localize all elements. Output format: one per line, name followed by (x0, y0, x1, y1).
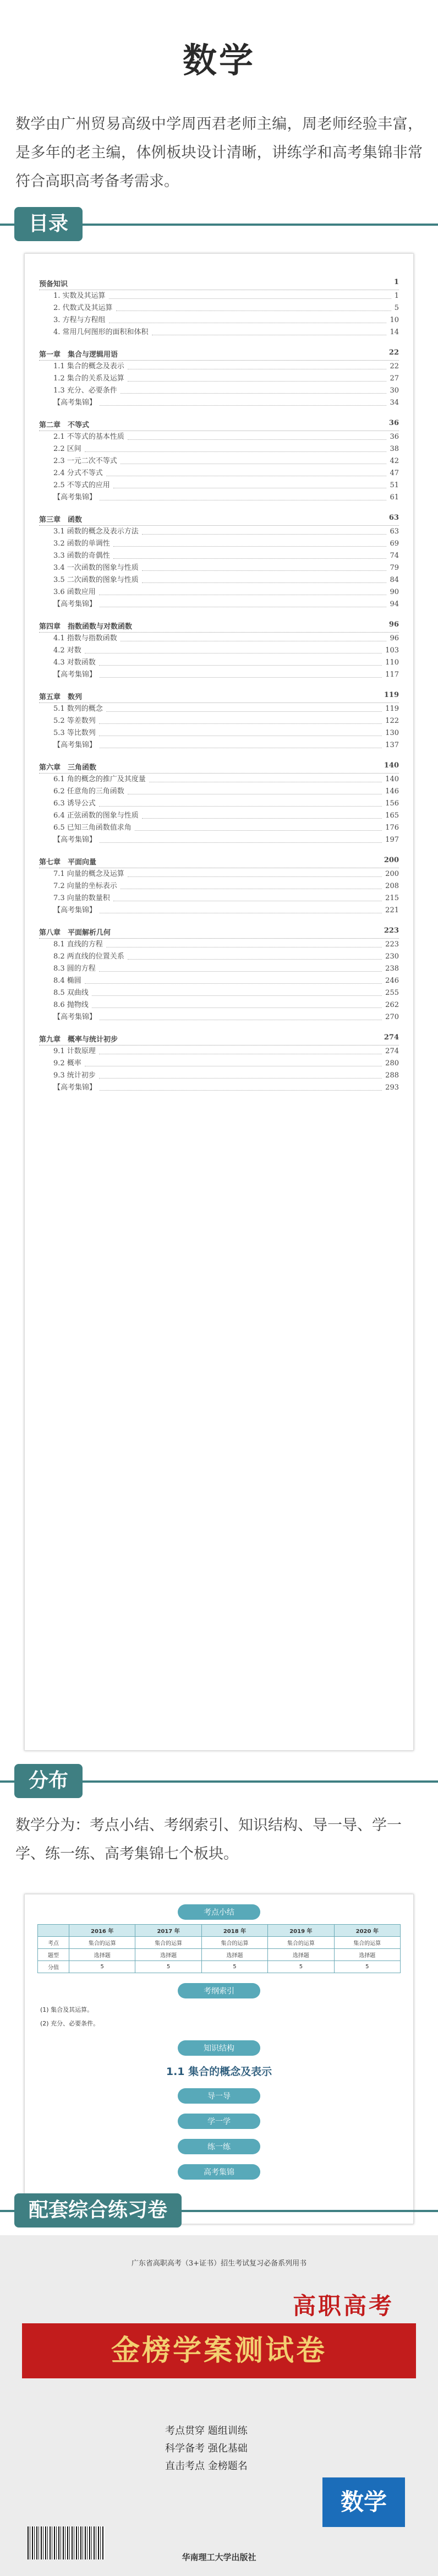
toc-dots (100, 739, 382, 748)
toc-item-label: 8.3 圆的方程 (53, 965, 96, 973)
toc-item-page: 176 (385, 824, 399, 832)
toc-dots (128, 373, 387, 382)
toc-item-page: 30 (390, 386, 399, 395)
table-cell: 集合的运算 (135, 1937, 201, 1949)
toc-item-page: 110 (385, 658, 399, 667)
table-cell: 5 (268, 1961, 334, 1973)
toc-item-page: 5 (394, 304, 399, 312)
toc-item-page: 293 (385, 1083, 399, 1092)
toc-section-label: 目录 (14, 207, 83, 241)
toc-dots (100, 669, 382, 678)
toc-item-page: 14 (390, 328, 399, 336)
toc-item[interactable] (39, 290, 399, 302)
toc-item-page: 79 (390, 564, 399, 572)
toc-item-page: 84 (390, 576, 399, 584)
toc-item-label: 4. 常用几何图形的面积和体积 (53, 328, 149, 336)
toc-dots (99, 1070, 382, 1079)
toc-item-label: 6.3 诱导公式 (53, 799, 96, 808)
toc-item[interactable] (39, 963, 399, 975)
toc-item-label: 4.1 指数与指数函数 (53, 634, 117, 642)
toc-item-label: 8.4 椭圆 (53, 977, 81, 985)
toc-dots (100, 905, 382, 913)
toc-item[interactable] (39, 999, 399, 1011)
toc-item[interactable] (39, 538, 399, 550)
toc-item[interactable] (39, 892, 399, 905)
toc-item-page: 274 (385, 1047, 399, 1055)
toc-item-label: 3.6 函数应用 (53, 588, 96, 596)
kaodian-heading: 考点小结 (178, 1904, 260, 1920)
toc-dots (152, 326, 387, 335)
toc-dots (142, 574, 387, 583)
toc-item-label: 7.3 向量的数量积 (53, 894, 110, 902)
table-cell: 集合的运算 (69, 1937, 135, 1949)
toc-dots (92, 999, 382, 1008)
toc-item[interactable] (39, 1058, 399, 1070)
toc-chapter[interactable] (39, 514, 399, 526)
toc-item-page: 223 (385, 940, 399, 949)
daoyidao-heading: 导一导 (178, 2088, 260, 2104)
toc-dots (99, 715, 382, 724)
toc-chapter[interactable] (39, 278, 399, 290)
table-cell: 题型 (38, 1949, 69, 1961)
toc-dots (109, 314, 387, 323)
toc-chapter-label: 第七章 平面向量 (39, 858, 97, 867)
toc-chapter[interactable] (39, 348, 399, 361)
toc-item-label: 6.1 角的概念的推广及其度量 (53, 775, 146, 783)
xueyixue-heading: 学一学 (178, 2114, 260, 2129)
toc-item-label: 2. 代数式及其运算 (53, 304, 113, 312)
toc-chapter[interactable] (39, 419, 399, 431)
toc-item-label: 1. 实数及其运算 (53, 292, 106, 300)
toc-dots (100, 1082, 382, 1091)
toc-item-label: 4.2 对数 (53, 646, 81, 655)
toc-item-label: 1.2 集合的关系及运算 (53, 374, 124, 383)
toc-item-page: 42 (390, 457, 399, 465)
table-cell: 选择题 (268, 1949, 334, 1961)
toc-item[interactable] (39, 703, 399, 715)
toc-dots (99, 586, 387, 595)
toc-item[interactable] (39, 951, 399, 963)
table-row (38, 1937, 401, 1949)
table-header: 2020 年 (334, 1925, 400, 1937)
toc-item[interactable] (39, 373, 399, 385)
toc-dots (142, 810, 382, 819)
toc-item-page: 137 (385, 741, 399, 749)
toc-dots (100, 834, 382, 843)
toc-item[interactable] (39, 1045, 399, 1058)
toc-item-label: 6.5 已知三角函数值求角 (53, 824, 132, 832)
toc-item-page: 61 (390, 493, 399, 502)
toc-item-page: 1 (394, 292, 399, 300)
toc-item-label: 8.2 两直线的位置关系 (53, 952, 124, 961)
toc-chapter-page: 63 (388, 514, 399, 522)
toc-item[interactable] (39, 715, 399, 727)
toc-chapter-page: 274 (384, 1033, 399, 1042)
toc-dots (100, 598, 386, 607)
toc-item-page: 156 (385, 799, 399, 808)
toc-item-label: 3.2 函数的单调性 (53, 540, 110, 548)
toc-dots (128, 431, 387, 440)
cover-title-band (22, 2323, 416, 2378)
toc-dots (100, 1011, 382, 1020)
toc-item-page: 200 (385, 870, 399, 878)
toc-item-label: 2.5 不等式的应用 (53, 481, 110, 489)
toc-item[interactable] (39, 1082, 399, 1094)
toc-item-page: 47 (390, 469, 399, 477)
table-row (38, 1949, 401, 1961)
toc-item-label: 【高考集锦】 (53, 399, 97, 407)
table-cell: 5 (69, 1961, 135, 1973)
table-header: 2016 年 (69, 1925, 135, 1937)
toc-item-page: 246 (385, 977, 399, 985)
toc-item-page: 130 (385, 729, 399, 737)
toc-dots (85, 975, 382, 984)
toc-dots (106, 939, 382, 947)
toc-item[interactable] (39, 810, 399, 822)
toc-item[interactable] (39, 526, 399, 538)
toc-chapter-page: 140 (384, 761, 399, 770)
book-cover (0, 2235, 438, 2576)
toc-dots (85, 1058, 382, 1066)
toc-item-label: 3.4 一次函数的图象与性质 (53, 564, 139, 572)
toc-item-label: 【高考集锦】 (53, 1083, 97, 1092)
toc-item-label: 【高考集锦】 (53, 600, 97, 608)
table-cell: 集合的运算 (201, 1937, 267, 1949)
toc-item-page: 34 (390, 399, 399, 407)
toc-item-label: 7.2 向量的坐标表示 (53, 882, 117, 890)
toc-item-label: 2.2 区间 (53, 445, 81, 453)
table-cell: 5 (201, 1961, 267, 1973)
table-cell: 选择题 (201, 1949, 267, 1961)
toc-item-page: 230 (385, 952, 399, 961)
cover-bullet: 科学备考 强化基础 (165, 2443, 248, 2454)
toc-item-label: 4.3 对数函数 (53, 658, 96, 667)
toc-dots (85, 645, 382, 653)
toc-item[interactable] (39, 939, 399, 951)
table-header: 2017 年 (135, 1925, 201, 1937)
toc-item-label: 【高考集锦】 (53, 836, 97, 844)
toc-item[interactable] (39, 443, 399, 455)
toc-chapter-label: 第六章 三角函数 (39, 764, 97, 772)
toc-item-page: 10 (390, 316, 399, 324)
toc-chapter-page: 36 (388, 419, 399, 427)
toc-chapter[interactable] (39, 761, 399, 774)
toc-item-page: 96 (390, 634, 399, 642)
toc-chapter-page: 22 (388, 348, 399, 357)
toc-item-page: 280 (385, 1059, 399, 1068)
toc-item-label: 【高考集锦】 (53, 671, 97, 679)
cover-subject: 数学 (322, 2477, 405, 2527)
table-header: 2018 年 (201, 1925, 267, 1937)
toc-item-label: 【高考集锦】 (53, 741, 97, 749)
cover-bullets (165, 2422, 248, 2475)
kaogang-line-1: (1) 集合及其运算。 (40, 2006, 94, 2013)
toc-item-label: 8.1 直线的方程 (53, 940, 103, 949)
sample-page (24, 1894, 414, 2224)
toc-item[interactable] (39, 455, 399, 467)
toc-item-label: 2.4 分式不等式 (53, 469, 103, 477)
cover-gaozhi: 高职高考 (292, 2292, 394, 2319)
toc-dots (121, 880, 382, 889)
toc-item-label: 3.3 函数的奇偶性 (53, 552, 110, 560)
toc-page (24, 253, 414, 1751)
table-cell: 5 (334, 1961, 400, 1973)
toc-item[interactable] (39, 467, 399, 480)
cover-bullet: 直击考点 金榜题名 (165, 2460, 248, 2472)
practice-section-label: 配套综合练习卷 (14, 2193, 182, 2228)
toc-item[interactable] (39, 302, 399, 314)
toc-item[interactable] (39, 633, 399, 645)
toc-item-page: 74 (390, 552, 399, 560)
toc-item[interactable] (39, 669, 399, 681)
toc-item-page: 146 (385, 787, 399, 796)
toc-dots (142, 562, 387, 571)
toc-dots (121, 455, 387, 464)
toc-item[interactable] (39, 326, 399, 339)
zhishi-heading: 知识结构 (178, 2040, 260, 2056)
toc-chapter[interactable] (39, 856, 399, 868)
toc-item-label: 9.3 统计初步 (53, 1071, 96, 1080)
toc-dots (92, 987, 382, 996)
toc-item-label: 2.3 一元二次不等式 (53, 457, 117, 465)
toc-chapter-label: 第三章 函数 (39, 516, 83, 524)
toc-chapter-label: 第九章 概率与统计初步 (39, 1036, 118, 1044)
toc-item[interactable] (39, 880, 399, 892)
toc-item-label: 1.3 充分、必要条件 (53, 386, 117, 395)
toc-item-label: 3. 方程与方程组 (53, 316, 106, 324)
toc-item[interactable] (39, 786, 399, 798)
toc-dots (99, 963, 382, 972)
cover-bullet: 考点贯穿 题组训练 (165, 2425, 248, 2437)
toc-chapter-label: 第四章 指数函数与对数函数 (39, 623, 133, 631)
toc-item-label: 8.6 抛物线 (53, 1001, 89, 1009)
fenbu-section-header (0, 1762, 438, 1800)
lesson-title: 1.1 集合的概念及表示 (166, 2066, 272, 2078)
toc-dots (121, 633, 387, 641)
table-cell: 5 (135, 1961, 201, 1973)
toc-item-label: 1.1 集合的概念及表示 (53, 362, 124, 371)
toc-item-label: 5.2 等差数列 (53, 717, 96, 725)
toc-item[interactable] (39, 480, 399, 492)
toc-item[interactable] (39, 550, 399, 562)
toc-item-label: 8.5 双曲线 (53, 989, 89, 997)
practice-section-header (0, 2191, 438, 2230)
toc-chapter-page: 200 (384, 856, 399, 864)
toc-item[interactable] (39, 574, 399, 586)
toc-item-page: 51 (390, 481, 399, 489)
table-cell: 选择题 (334, 1949, 400, 1961)
table-cell: 集合的运算 (334, 1937, 400, 1949)
toc-dots (99, 1045, 382, 1054)
toc-dots (128, 951, 382, 960)
toc-item-page: 208 (385, 882, 399, 890)
toc-item-page: 27 (390, 374, 399, 383)
toc-item-page: 255 (385, 989, 399, 997)
toc-item[interactable] (39, 1070, 399, 1082)
toc-dots (116, 302, 391, 311)
table-header: 2019 年 (268, 1925, 334, 1937)
toc-item[interactable] (39, 822, 399, 834)
toc-item[interactable] (39, 987, 399, 999)
toc-item-label: 【高考集锦】 (53, 1013, 97, 1021)
toc-item[interactable] (39, 975, 399, 987)
toc-item-page: 288 (385, 1071, 399, 1080)
toc-dots (99, 798, 382, 807)
toc-dots (100, 397, 386, 406)
lianyilian-heading: 练一练 (178, 2139, 260, 2154)
toc-dots (106, 467, 387, 476)
fenbu-section-label: 分布 (14, 1764, 83, 1798)
toc-chapter-page: 223 (384, 927, 399, 935)
page-title: 数学 (182, 40, 255, 80)
toc-item-page: 119 (385, 705, 399, 713)
toc-item[interactable] (39, 645, 399, 657)
toc-chapter-page: 119 (384, 691, 399, 699)
toc-dots (113, 538, 387, 547)
toc-chapter[interactable] (39, 927, 399, 939)
toc-chapter-label: 第二章 不等式 (39, 421, 90, 429)
toc-dots (85, 443, 387, 452)
toc-dots (99, 657, 382, 666)
toc-item-label: 3.1 函数的概念及表示方法 (53, 527, 139, 536)
kaodian-table (37, 1924, 401, 1973)
toc-chapter-label: 第五章 数列 (39, 693, 83, 701)
toc-item-page: 140 (385, 775, 399, 783)
toc-item[interactable] (39, 431, 399, 443)
toc-item[interactable] (39, 774, 399, 786)
toc-item[interactable] (39, 727, 399, 739)
toc-item-page: 90 (390, 588, 399, 596)
toc-item-page: 197 (385, 836, 399, 844)
toc-item-label: 【高考集锦】 (53, 493, 97, 502)
toc-dots (113, 480, 387, 488)
toc-chapter-page: 96 (388, 620, 399, 629)
gaokao-heading: 高考集锦 (178, 2164, 260, 2180)
toc-item-label: 9.2 概率 (53, 1059, 81, 1068)
toc-chapter-label: 预备知识 (39, 280, 68, 288)
toc-item-page: 215 (385, 894, 399, 902)
toc-item[interactable] (39, 1011, 399, 1023)
table-cell: 选择题 (135, 1949, 201, 1961)
toc-dots (100, 492, 386, 500)
toc-item-label: 5.1 数列的概念 (53, 705, 103, 713)
cover-publisher: 华南理工大学出版社 (182, 2552, 256, 2562)
toc-item-page: 221 (385, 906, 399, 914)
toc-item-page: 122 (385, 717, 399, 725)
table-cell: 考点 (38, 1937, 69, 1949)
toc-item[interactable] (39, 492, 399, 504)
toc-item-label: 3.5 二次函数的图象与性质 (53, 576, 139, 584)
toc-dots (128, 361, 387, 369)
table-cell: 集合的运算 (268, 1937, 334, 1949)
toc-item[interactable] (39, 314, 399, 326)
toc-dots (113, 550, 387, 559)
toc-item[interactable] (39, 562, 399, 574)
toc-item[interactable] (39, 361, 399, 373)
cover-series: 广东省高职高考（3+证书）招生考试复习必备系列用书 (131, 2259, 307, 2268)
toc-dots (106, 703, 382, 712)
table-cell: 选择题 (69, 1949, 135, 1961)
toc-dots (99, 727, 382, 736)
toc-item-page: 238 (385, 965, 399, 973)
toc-chapter[interactable] (39, 691, 399, 703)
toc-item-label: 9.1 计数原理 (53, 1047, 96, 1055)
toc-dots (128, 786, 382, 794)
toc-item[interactable] (39, 834, 399, 846)
toc-dots (128, 868, 382, 877)
table-cell: 分值 (38, 1961, 69, 1973)
toc-item-page: 22 (390, 362, 399, 371)
toc-chapter-label: 第八章 平面解析几何 (39, 929, 111, 937)
toc-chapter-page: 1 (393, 278, 399, 286)
toc-item[interactable] (39, 798, 399, 810)
toc-item-label: 6.2 任意角的三角函数 (53, 787, 124, 796)
toc-item-page: 94 (390, 600, 399, 608)
toc-item-page: 165 (385, 812, 399, 820)
toc-item[interactable] (39, 397, 399, 409)
toc-item[interactable] (39, 657, 399, 669)
toc-item-label: 6.4 正弦函数的图象与性质 (53, 812, 139, 820)
toc-item-page: 270 (385, 1013, 399, 1021)
toc-chapter[interactable] (39, 1033, 399, 1045)
toc-item[interactable] (39, 598, 399, 611)
toc-item-page: 69 (390, 540, 399, 548)
toc-item-page: 38 (390, 445, 399, 453)
toc-item[interactable] (39, 385, 399, 397)
fenbu-description: 数学分为：考点小结、考纲索引、知识结构、导一导、学一学、练一练、高考集锦七个板块。 (15, 1817, 402, 1862)
toc-chapter[interactable] (39, 620, 399, 633)
toc-dots (149, 774, 382, 782)
intro-text: 数学由广州贸易高级中学周西君老师主编，周老师经验丰富，是多年的老主编，体例板块设计清晰，讲练学和高考集锦非常符合高职高考备考需求。 (15, 116, 423, 190)
toc-dots (113, 892, 382, 901)
toc-item-page: 36 (390, 433, 399, 441)
kaogang-heading: 考纲索引 (178, 1983, 260, 1998)
toc-item-page: 117 (385, 671, 399, 679)
toc-section-header (0, 205, 438, 243)
toc-dots (135, 822, 382, 831)
toc-item-page: 63 (390, 527, 399, 536)
table-header (38, 1925, 69, 1937)
toc-item-label: 【高考集锦】 (53, 906, 97, 914)
cover-title: 金榜学案测试卷 (111, 2334, 327, 2367)
toc-item-label: 2.1 不等式的基本性质 (53, 433, 124, 441)
toc-item-label: 7.1 向量的概念及运算 (53, 870, 124, 878)
kaogang-line-2: (2) 充分、必要条件。 (40, 2020, 100, 2027)
toc-item[interactable] (39, 739, 399, 751)
toc-dots (142, 526, 387, 535)
toc-item[interactable] (39, 905, 399, 917)
toc-dots (121, 385, 387, 394)
toc-item-page: 262 (385, 1001, 399, 1009)
toc-item-page: 103 (385, 646, 399, 655)
toc-chapter-label: 第一章 集合与逻辑用语 (39, 351, 118, 359)
table-row (38, 1961, 401, 1973)
toc-item-label: 5.3 等比数列 (53, 729, 96, 737)
toc-item[interactable] (39, 586, 399, 598)
toc-item[interactable] (39, 868, 399, 880)
toc-dots (109, 290, 391, 299)
